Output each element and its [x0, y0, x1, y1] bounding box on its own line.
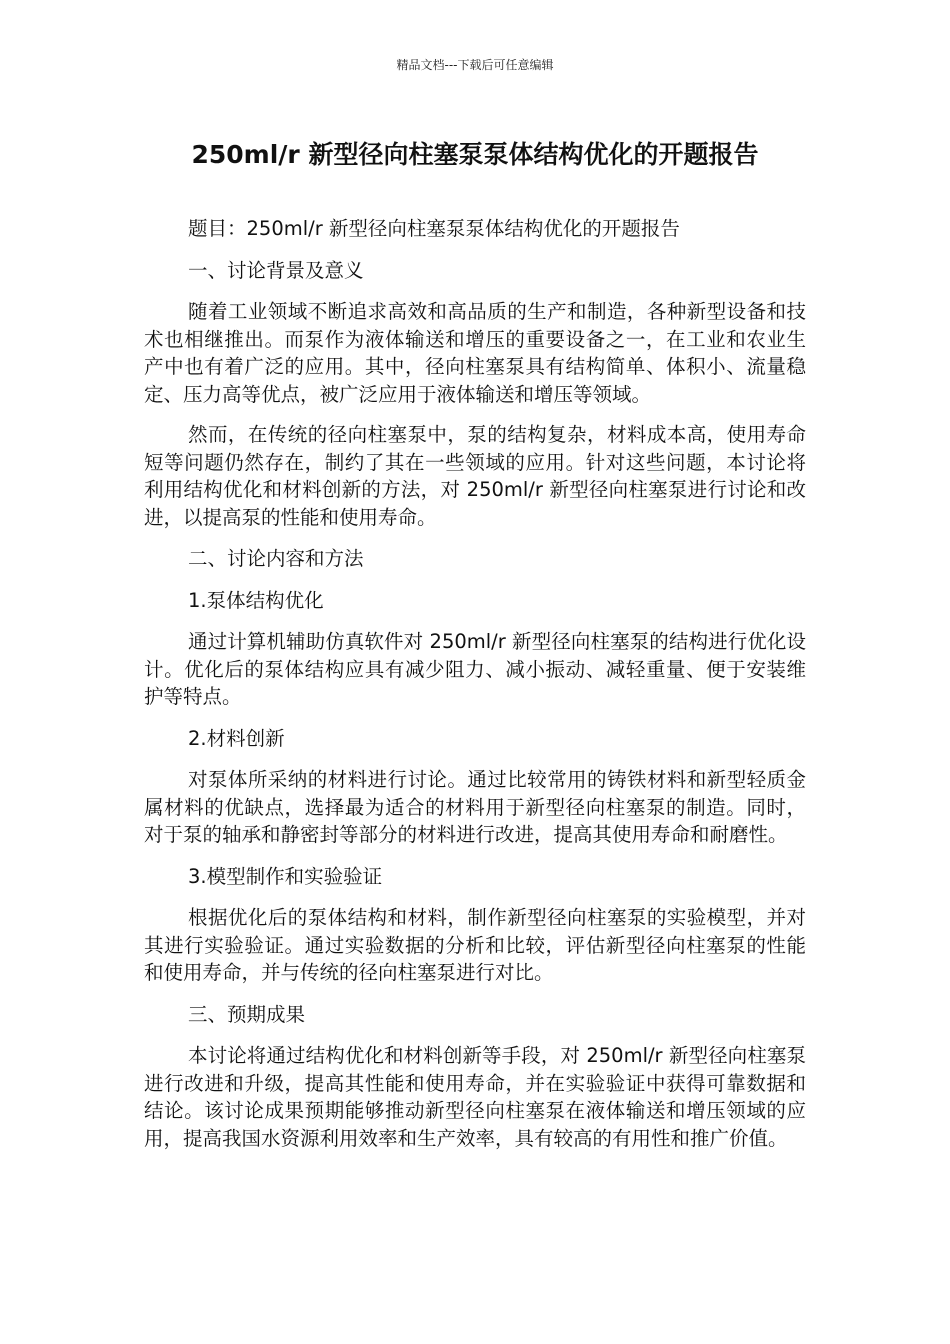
section3-paragraph: 本讨论将通过结构优化和材料创新等手段，对 250ml/r 新型径向柱塞泵进行改进和升级，提高其性能和使用寿命，并在实验验证中获得可靠数据和结论。该讨论成果预期能够推动新型径向柱塞泵在液体输送和增压领域的应用，提高我国水资源利用效率和生产效率，具有较高的有用性和推广价值。: [144, 1044, 806, 1150]
section2-sub2-heading: 2.材料创新: [188, 726, 285, 750]
section1-paragraph-2: 然而，在传统的径向柱塞泵中，泵的结构复杂，材料成本高，使用寿命短等问题仍然存在，制约了其在一些领域的应用。针对这些问题，本讨论将利用结构优化和材料创新的方法，对 250ml/r 新型径向柱塞泵进行讨论和改进，以提高泵的性能和使用寿命。: [144, 423, 806, 529]
section1-heading: 一、讨论背景及意义: [188, 258, 364, 282]
section2-sub1-paragraph: 通过计算机辅助仿真软件对 250ml/r 新型径向柱塞泵的结构进行优化设计。优化后的泵体结构应具有减少阻力、减小振动、减轻重量、便于安装维护等特点。: [144, 630, 806, 708]
header-note: 精品文档---下载后可任意编辑: [396, 58, 554, 72]
section3-heading: 三、预期成果: [188, 1002, 306, 1026]
section2-heading: 二、讨论内容和方法: [188, 547, 364, 570]
subject-line: 题目：250ml/r 新型径向柱塞泵泵体结构优化的开题报告: [188, 217, 680, 240]
section2-sub2-paragraph: 对泵体所采纳的材料进行讨论。通过比较常用的铸铁材料和新型轻质金属材料的优缺点，选择最为适合的材料用于新型径向柱塞泵的制造。同时，对于泵的轴承和静密封等部分的材料进行改进，提高其使用寿命和耐磨性。: [144, 768, 806, 846]
section1-paragraph-1: 随着工业领域不断追求高效和高品质的生产和制造，各种新型设备和技术也相继推出。而泵作为液体输送和增压的重要设备之一，在工业和农业生产中也有着广泛的应用。其中，径向柱塞泵具有结构简单、体积小、流量稳定、压力高等优点，被广泛应用于液体输送和增压等领域。: [144, 300, 806, 406]
section2-sub1-heading: 1.泵体结构优化: [188, 588, 324, 612]
section2-sub3-paragraph: 根据优化后的泵体结构和材料，制作新型径向柱塞泵的实验模型，并对其进行实验验证。通过实验数据的分析和比较，评估新型径向柱塞泵的性能和使用寿命，并与传统的径向柱塞泵进行对比。: [144, 906, 806, 984]
document-title: 250ml/r 新型径向柱塞泵泵体结构优化的开题报告: [191, 140, 759, 169]
document-body: [144, 215, 806, 1152]
section2-sub3-heading: 3.模型制作和实验验证: [188, 864, 383, 888]
